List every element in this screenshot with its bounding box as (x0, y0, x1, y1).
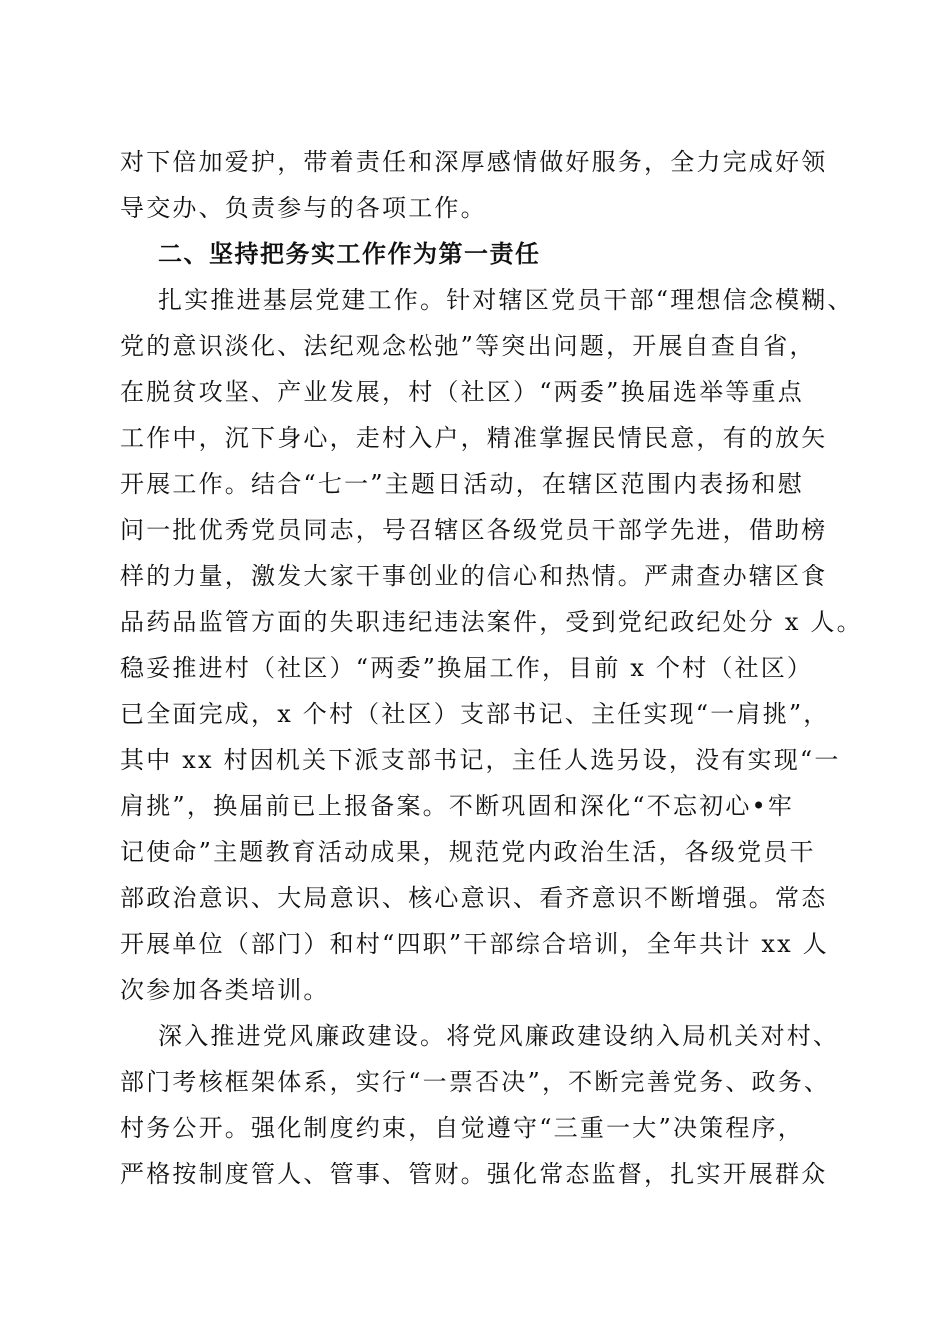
body-line: 次参加各类培训。 (120, 976, 330, 1004)
body-line: 开展工作。结合“七一”主题日活动，在辖区范围内表扬和慰 (120, 470, 804, 498)
body-line: 村务公开。强化制度约束，自觉遵守“三重一大”决策程序， (120, 1114, 804, 1142)
body-line: 样的力量，激发大家干事创业的信心和热情。严肃查办辖区食 (120, 562, 828, 590)
body-line: 对下倍加爱护，带着责任和深厚感情做好服务，全力完成好领 (120, 148, 828, 176)
body-line: 问一批优秀党员同志，号召辖区各级党员干部学先进，借助榜 (120, 516, 828, 544)
body-line: 导交办、负责参与的各项工作。 (120, 194, 487, 222)
body-line: 在脱贫攻坚、产业发展，村（社区）“两委”换届选举等重点 (120, 378, 804, 406)
body-line: 工作中，沉下身心，走村入户，精准掌握民情民意，有的放矢 (120, 424, 828, 452)
body-line: 部政治意识、大局意识、核心意识、看齐意识不断增强。常态 (120, 884, 828, 912)
body-line: 其中 xx 村因机关下派支部书记，主任人选另设，没有实现“一 (120, 746, 841, 774)
body-line: 记使命”主题教育活动成果，规范党内政治生活，各级党员干 (120, 838, 816, 866)
body-line: 开展单位（部门）和村“四职”干部综合培训，全年共计 xx 人 (120, 930, 829, 958)
body-line: 肩挑”，换届前已上报备案。不断巩固和深化“不忘初心•牢 (120, 792, 795, 820)
paragraph-first-line: 扎实推进基层党建工作。针对辖区党员干部“理想信念模糊、 (158, 286, 854, 314)
paragraph-first-line: 深入推进党风廉政建设。将党风廉政建设纳入局机关对村、 (158, 1022, 840, 1050)
body-line: 党的意识淡化、法纪观念松弛”等突出问题，开展自查自省， (120, 332, 816, 360)
section-heading: 二、坚持把务实工作作为第一责任 (158, 240, 541, 268)
body-line: 已全面完成，x 个村（社区）支部书记、主任实现“一肩挑”， (120, 700, 830, 728)
body-line: 品药品监管方面的失职违纪违法案件，受到党纪政纪处分 x 人。 (120, 608, 863, 636)
body-line: 稳妥推进村（社区）“两委”换届工作，目前 x 个村（社区） (120, 654, 814, 682)
body-line: 严格按制度管人、管事、管财。强化常态监督，扎实开展群众 (120, 1160, 828, 1188)
body-line: 部门考核框架体系，实行“一票否决”，不断完善党务、政务、 (120, 1068, 831, 1096)
